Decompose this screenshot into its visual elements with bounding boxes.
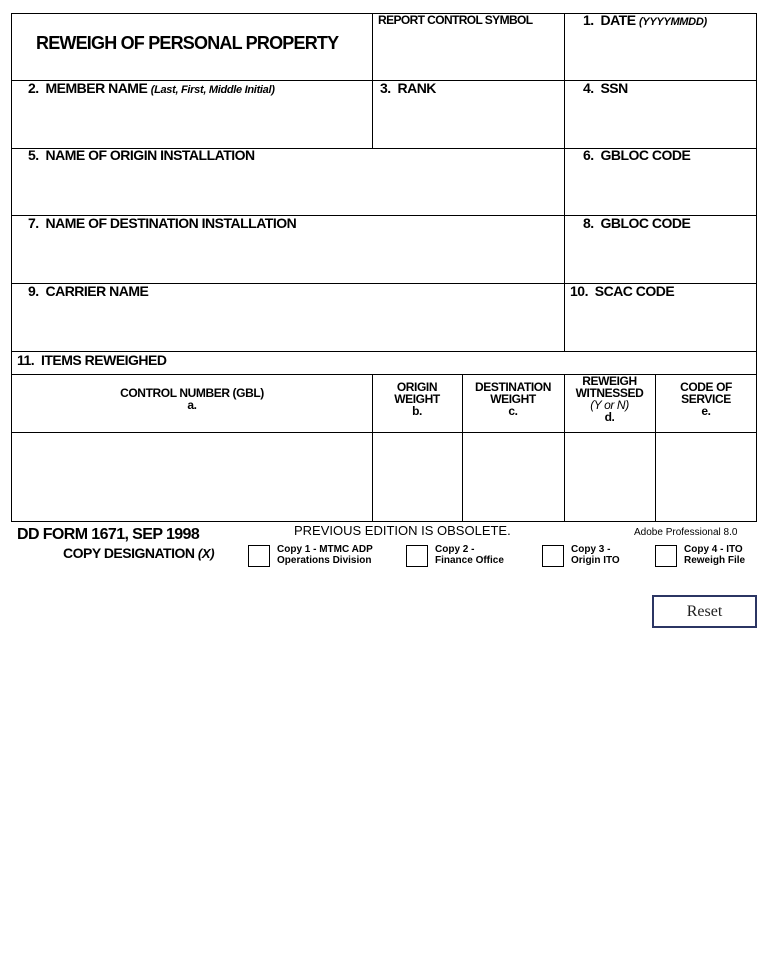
- rank-label: 3. RANK: [380, 80, 436, 96]
- origin-weight-input[interactable]: [375, 435, 464, 523]
- scac-code-label: 10. SCAC CODE: [570, 283, 675, 299]
- gbloc-destination-label: 8. GBLOC CODE: [583, 215, 691, 231]
- copy-2-checkbox[interactable]: [406, 545, 428, 567]
- origin-installation-input[interactable]: [14, 168, 562, 212]
- form-title: REWEIGH OF PERSONAL PROPERTY: [36, 33, 339, 53]
- gbloc-origin-label: 6. GBLOC CODE: [583, 147, 691, 163]
- software-note: Adobe Professional 8.0: [634, 527, 738, 538]
- copy-2-label: Copy 2 - Finance Office: [435, 544, 504, 566]
- carrier-name-label: 9. CARRIER NAME: [28, 283, 149, 299]
- rank-input[interactable]: [376, 100, 562, 144]
- col-head-reweigh-witnessed: REWEIGH WITNESSED (Y or N) d.: [575, 374, 644, 424]
- member-name-label: 2. MEMBER NAME (Last, First, Middle Initial): [28, 80, 275, 96]
- date-input[interactable]: [568, 36, 754, 76]
- copy-4-label: Copy 4 - ITO Reweigh File: [684, 544, 746, 566]
- reweigh-witnessed-input[interactable]: [567, 435, 657, 523]
- origin-installation-label: 5. NAME OF ORIGIN INSTALLATION: [28, 147, 255, 163]
- form-border-left: [11, 13, 12, 522]
- copy-1-label: Copy 1 - MTMC ADP Operations Division: [277, 544, 373, 566]
- code-of-service-input[interactable]: [658, 435, 758, 523]
- col-head-control-number: CONTROL NUMBER (GBL) a.: [120, 386, 264, 412]
- report-control-symbol-label: REPORT CONTROL SYMBOL: [378, 13, 533, 27]
- col-head-origin-weight: ORIGIN WEIGHT b.: [394, 380, 440, 418]
- destination-installation-input[interactable]: [14, 236, 562, 280]
- ssn-label: 4. SSN: [583, 80, 628, 96]
- col-head-code-of-service: CODE OF SERVICE e.: [680, 380, 732, 418]
- previous-edition-note: PREVIOUS EDITION IS OBSOLETE.: [294, 523, 511, 538]
- copy-3-label: Copy 3 - Origin ITO: [571, 544, 620, 566]
- control-number-input[interactable]: [14, 435, 374, 523]
- date-label: 1. DATE (YYYYMMDD): [583, 12, 707, 28]
- form-id: DD FORM 1671, SEP 1998: [17, 526, 200, 543]
- copy-4-checkbox[interactable]: [655, 545, 677, 567]
- gbloc-origin-input[interactable]: [568, 168, 754, 212]
- destination-weight-input[interactable]: [465, 435, 566, 523]
- row-line-7: [11, 432, 757, 433]
- ssn-input[interactable]: [568, 100, 754, 144]
- gbloc-destination-input[interactable]: [568, 236, 754, 280]
- copy-designation-label: COPY DESIGNATION (X): [63, 545, 215, 561]
- copy-1-checkbox[interactable]: [248, 545, 270, 567]
- col-line-right: [564, 13, 565, 351]
- member-name-input[interactable]: [14, 100, 370, 144]
- col-line-rcs: [372, 13, 373, 148]
- scac-code-input[interactable]: [568, 304, 754, 348]
- copy-3-checkbox[interactable]: [542, 545, 564, 567]
- carrier-name-input[interactable]: [14, 304, 562, 348]
- items-reweighed-label: 11. ITEMS REWEIGHED: [17, 352, 167, 368]
- reset-button[interactable]: Reset: [652, 595, 757, 628]
- col-head-destination-weight: DESTINATION WEIGHT c.: [474, 380, 552, 418]
- destination-installation-label: 7. NAME OF DESTINATION INSTALLATION: [28, 215, 297, 231]
- report-control-symbol-input[interactable]: [376, 36, 562, 76]
